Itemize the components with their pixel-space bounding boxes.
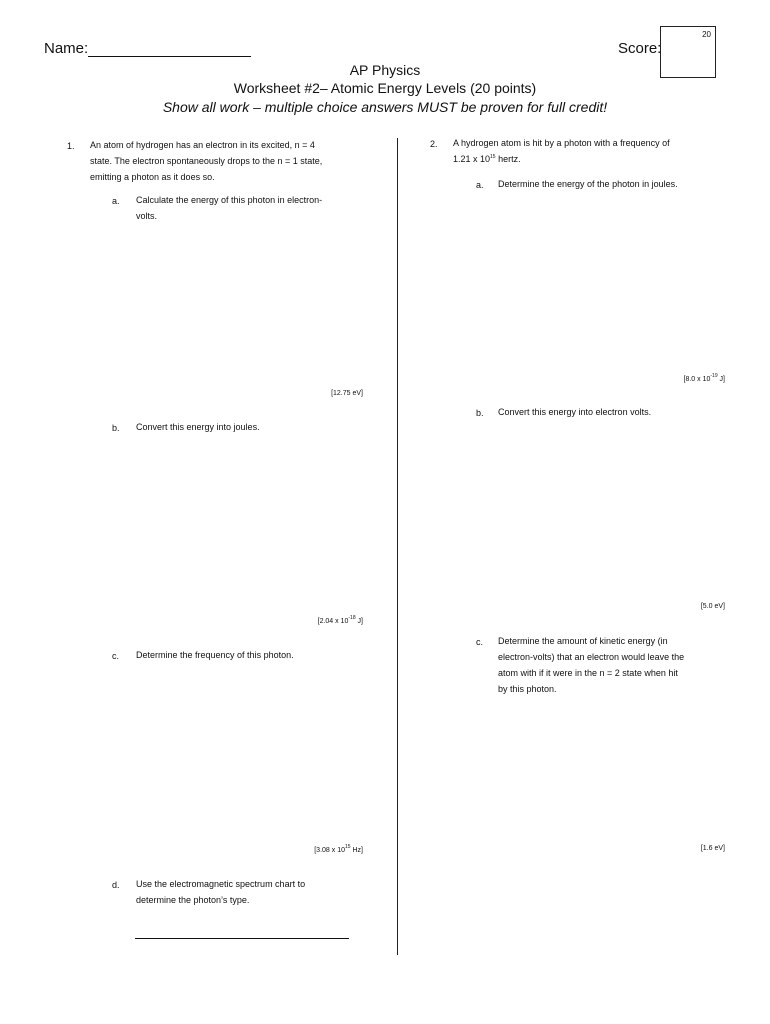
q2c-line-3: atom with if it were in the n = 2 state when hit [498, 668, 678, 678]
q1d-text [136, 876, 376, 908]
q1a-text [136, 192, 376, 224]
q2-line-1: A hydrogen atom is hit by a photon with a frequency of [453, 138, 670, 148]
q1c-text: Determine the frequency of this photon. [136, 650, 294, 660]
q1b-answer-unit: J] [355, 618, 363, 625]
q2c-line-2: electron-volts) that an electron would leave the [498, 652, 685, 662]
q2c-answer: [1.6 eV] [700, 845, 725, 852]
q2c-line-4: by this photon. [498, 684, 557, 694]
q1d-letter: d. [112, 880, 120, 890]
q1d-line-1: Use the electromagnetic spectrum chart to [136, 879, 306, 889]
q2b-text: Convert this energy into electron volts. [498, 407, 652, 417]
q1b-answer [317, 615, 363, 625]
q1-line-3: emitting a photon as it does so. [90, 172, 215, 182]
worksheet-title: Worksheet #2– Atomic Energy Levels (20 points) [233, 80, 537, 96]
column-divider [397, 138, 398, 955]
q1c-answer-exponent: 15 [344, 844, 351, 850]
q1a-line-2: volts. [136, 211, 158, 221]
q2a-letter: a. [476, 180, 484, 190]
instructions: Show all work – multiple choice answers MUST be proven for full credit! [162, 99, 608, 115]
score-label: Score: [618, 40, 662, 57]
q2a-answer-unit: J] [717, 376, 725, 383]
q2a-answer-exponent: -19 [710, 373, 718, 379]
name-blank-line[interactable] [88, 56, 251, 57]
q1c-letter: c. [112, 651, 120, 661]
q1b-answer-base: [2.04 x 10 [317, 618, 349, 625]
q1-line-2: state. The electron spontaneously drops to the n = 1 state, [90, 156, 323, 166]
course-subject: AP Physics [349, 62, 421, 78]
q2a-answer-base: [8.0 x 10 [683, 376, 711, 383]
q1-text [90, 137, 390, 185]
q2-line-2 [453, 151, 743, 167]
q1b-text: Convert this energy into joules. [136, 422, 260, 432]
q1b-answer-exponent: -18 [348, 615, 356, 621]
score-total: 20 [702, 30, 711, 39]
q2-text [453, 135, 743, 167]
q1d-answer-line[interactable] [135, 938, 349, 939]
q2c-letter: c. [476, 637, 484, 647]
q1c-answer [314, 844, 363, 854]
q1a-answer: [12.75 eV] [331, 390, 363, 397]
q1a-letter: a. [112, 196, 120, 206]
q2b-answer: [5.0 eV] [700, 603, 725, 610]
q1c-answer-unit: Hz] [350, 847, 363, 854]
q2-frequency-base: 1.21 x 10 [453, 154, 491, 164]
q2a-answer [683, 373, 725, 383]
q1d-line-2: determine the photon’s type. [136, 895, 250, 905]
q1b-letter: b. [112, 423, 120, 433]
q2c-line-1: Determine the amount of kinetic energy (in [498, 636, 668, 646]
q1-line-1: An atom of hydrogen has an electron in its excited, n = 4 [90, 140, 315, 150]
q1-number: 1. [67, 141, 75, 151]
name-label: Name: [44, 40, 89, 57]
q2b-letter: b. [476, 408, 484, 418]
q2c-text [498, 633, 738, 697]
q2-number: 2. [430, 139, 438, 149]
q1a-line-1: Calculate the energy of this photon in electron- [136, 195, 323, 205]
q1c-answer-base: [3.08 x 10 [314, 847, 345, 854]
q2-frequency-exponent: 15 [490, 154, 496, 160]
q2-frequency-unit: hertz. [495, 154, 521, 164]
q2a-text: Determine the energy of the photon in joules. [498, 179, 678, 189]
